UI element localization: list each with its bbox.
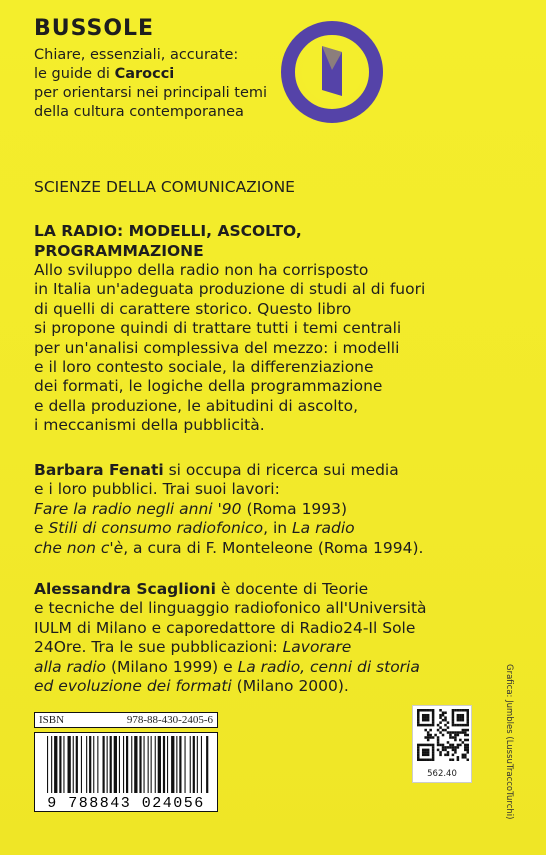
qr-module <box>452 736 455 739</box>
compass-icon <box>276 10 384 130</box>
qr-module <box>439 714 442 717</box>
barcode-bar <box>119 736 120 800</box>
qr-module <box>457 746 460 749</box>
qr-module <box>464 729 467 732</box>
qr-module <box>442 746 445 749</box>
qr-module <box>452 759 455 761</box>
qr-module <box>432 754 435 757</box>
barcode-icon <box>35 733 217 811</box>
barcode-bar <box>76 736 78 800</box>
qr-module <box>467 729 469 732</box>
qr-module <box>439 716 442 719</box>
author-name: Alessandra Scaglioni <box>34 580 216 598</box>
qr-module <box>442 729 445 732</box>
qr-module <box>424 714 427 717</box>
qr-module <box>427 754 430 757</box>
qr-module <box>437 744 440 747</box>
barcode-bar <box>197 736 198 800</box>
qr-module <box>429 744 432 747</box>
barcode-digits: 9 788843 024056 <box>47 795 205 811</box>
barcode-bars <box>34 732 218 812</box>
book-description: Allo sviluppo della radio non ha corrisposto in Italia un'adeguata produzione di studi al di fuori di quelli di carattere storico. Questo libro si propone quindi di trattare tutti i temi centrali per un'analisi complessiva del mezzo: i modelli e il loro contesto sociale, la differenziazione dei formati, le logiche della programmazione e della produzione, le abitudini di ascolto, i meccanismi della pubblicità. <box>34 261 426 435</box>
qr-module <box>444 724 447 727</box>
qr-module <box>467 716 469 719</box>
qr-module <box>432 719 435 722</box>
design-credit: Grafica: Jumbles (LussuTraccoTurchi) <box>504 664 514 820</box>
qr-module <box>459 719 462 722</box>
isbn-barcode <box>34 712 218 812</box>
qr-module <box>457 719 460 722</box>
qr-module <box>442 711 445 714</box>
qr-module <box>439 744 442 747</box>
qr-module <box>417 759 420 761</box>
qr-module <box>417 746 420 749</box>
qr-module <box>454 739 457 742</box>
barcode-bar <box>103 736 105 800</box>
qr-module <box>432 724 435 727</box>
qr-module <box>427 736 430 739</box>
qr-module <box>452 746 455 749</box>
qr-module <box>432 756 435 759</box>
qr-module <box>452 721 455 724</box>
qr-module <box>429 709 432 712</box>
qr-module <box>422 724 425 727</box>
qr-module <box>437 736 440 739</box>
qr-module <box>419 744 422 747</box>
barcode-bar <box>73 736 74 800</box>
qr-module <box>464 749 467 752</box>
qr-module <box>419 759 422 761</box>
qr-module <box>459 716 462 719</box>
qr-module <box>452 749 455 752</box>
barcode-bar <box>107 736 108 800</box>
qr-module <box>442 744 445 747</box>
qr-module <box>444 719 447 722</box>
barcode-bar <box>144 736 145 800</box>
qr-module <box>417 724 420 727</box>
qr-module <box>422 751 425 754</box>
qr-module <box>452 744 455 747</box>
qr-module <box>467 751 469 754</box>
barcode-bar <box>89 736 91 800</box>
qr-module <box>427 749 430 752</box>
qr-module <box>422 744 425 747</box>
barcode-bar <box>123 736 124 800</box>
qr-module <box>447 746 450 749</box>
barcode-bar <box>148 736 149 800</box>
qr-module <box>447 721 450 724</box>
qr-module <box>422 749 425 752</box>
qr-module <box>424 754 427 757</box>
qr-module <box>437 724 440 727</box>
qr-module <box>424 729 427 732</box>
qr-module <box>464 746 467 749</box>
qr-module <box>452 711 455 714</box>
qr-module <box>444 711 447 714</box>
barcode-bar <box>151 736 152 800</box>
barcode-bar <box>54 736 57 800</box>
barcode-bar <box>114 736 117 800</box>
qr-module <box>439 709 442 712</box>
barcode-bar <box>139 736 141 800</box>
qr-module <box>459 714 462 717</box>
qr-module <box>417 721 420 724</box>
qr-module <box>417 744 420 747</box>
qr-module <box>427 724 430 727</box>
qr-module <box>432 751 435 754</box>
qr-module <box>462 714 465 717</box>
qr-module <box>422 716 425 719</box>
qr-module <box>439 731 442 734</box>
barcode-bar <box>134 736 137 800</box>
qr-module <box>444 749 447 752</box>
qr-module <box>417 714 420 717</box>
series-tagline <box>34 46 294 122</box>
barcode-bar <box>110 736 112 800</box>
qr-module <box>467 744 469 747</box>
qr-module <box>429 736 432 739</box>
qr-module <box>429 759 432 761</box>
qr-price-code: 562.40 <box>427 769 457 779</box>
series-title: BUSSOLE <box>34 16 155 41</box>
qr-module <box>449 746 452 749</box>
qr-module <box>462 716 465 719</box>
qr-module <box>467 724 469 727</box>
qr-module <box>449 759 452 761</box>
qr-module <box>464 756 467 759</box>
tagline-line-4: della cultura contemporanea <box>34 104 244 120</box>
tagline-line-3: per orientarsi nei principali temi <box>34 85 268 101</box>
qr-module <box>424 716 427 719</box>
barcode-bar <box>171 736 174 800</box>
qr-module <box>464 734 467 737</box>
qr-module <box>452 716 455 719</box>
qr-module <box>447 741 450 744</box>
qr-module <box>447 751 450 754</box>
barcode-bar <box>63 736 64 800</box>
qr-module <box>464 724 467 727</box>
qr-module <box>464 709 467 712</box>
qr-module <box>427 719 430 722</box>
qr-module <box>439 754 442 757</box>
qr-module <box>432 746 435 749</box>
qr-module <box>417 749 420 752</box>
qr-module <box>432 721 435 724</box>
qr-module <box>457 756 460 759</box>
qr-module <box>444 754 447 757</box>
qr-module <box>427 714 430 717</box>
qr-module <box>457 759 460 761</box>
qr-module <box>459 744 462 747</box>
qr-module <box>417 719 420 722</box>
qr-module <box>467 714 469 717</box>
qr-module <box>452 724 455 727</box>
qr-module <box>442 749 445 752</box>
qr-module <box>417 711 420 714</box>
isbn-label: ISBN 978-88-430-2405-6 <box>34 712 218 728</box>
qr-module <box>452 754 455 757</box>
qr-module <box>422 714 425 717</box>
barcode-bar <box>93 736 94 800</box>
qr-module <box>462 731 465 734</box>
qr-module <box>452 719 455 722</box>
qr-module <box>447 754 450 757</box>
qr-module <box>464 744 467 747</box>
qr-module <box>462 719 465 722</box>
book-title: LA RADIO: MODELLI, ASCOLTO, PROGRAMMAZIONE <box>34 222 302 260</box>
barcode-bar <box>126 736 128 800</box>
author-name: Barbara Fenati <box>34 461 164 479</box>
qr-module <box>439 751 442 754</box>
qr-module <box>419 709 422 712</box>
qr-module <box>419 724 422 727</box>
qr-module <box>439 726 442 729</box>
qr-module <box>467 711 469 714</box>
qr-module <box>464 731 467 734</box>
qr-module <box>417 754 420 757</box>
qr-module <box>417 751 420 754</box>
qr-module <box>424 759 427 761</box>
qr-code-icon <box>417 709 469 761</box>
qr-module <box>442 734 445 737</box>
barcode-bar <box>51 736 52 800</box>
qr-module <box>467 721 469 724</box>
qr-module <box>449 734 452 737</box>
qr-module <box>432 714 435 717</box>
qr-module <box>417 709 420 712</box>
qr-module <box>432 744 435 747</box>
isbn-number: 978-88-430-2405-6 <box>126 714 213 726</box>
qr-module <box>432 736 435 739</box>
qr-module <box>464 754 467 757</box>
qr-module <box>457 714 460 717</box>
qr-module <box>449 736 452 739</box>
qr-module <box>462 754 465 757</box>
qr-module <box>429 724 432 727</box>
barcode-bar <box>163 736 165 800</box>
barcode-bar <box>81 736 82 800</box>
qr-module <box>437 749 440 752</box>
qr-module <box>444 746 447 749</box>
barcode-bar <box>206 736 208 800</box>
qr-module <box>454 736 457 739</box>
barcode-bar <box>131 736 132 800</box>
qr-module <box>427 731 430 734</box>
qr-module <box>424 749 427 752</box>
barcode-bar <box>179 736 181 800</box>
qr-module <box>439 721 442 724</box>
qr-module <box>442 719 445 722</box>
qr-module <box>424 709 427 712</box>
qr-module <box>424 719 427 722</box>
barcode-bar <box>185 736 186 800</box>
qr-module <box>462 756 465 759</box>
qr-module <box>447 731 450 734</box>
qr-module <box>432 759 435 761</box>
qr-module <box>457 724 460 727</box>
qr-module <box>457 744 460 747</box>
qr-module <box>457 716 460 719</box>
qr-module <box>459 731 462 734</box>
qr-module <box>467 739 469 742</box>
barcode-bar <box>155 736 156 800</box>
qr-module <box>432 716 435 719</box>
qr-module <box>459 709 462 712</box>
qr-module <box>457 709 460 712</box>
qr-module <box>449 731 452 734</box>
qr-module <box>452 731 455 734</box>
author-bio-scaglioni: Alessandra Scaglioni è docente di Teorie e tecniche del linguaggio radiofonico all'Università IULM di Milano e caporedattore di Radio24-Il Sole 24Ore. Tra le sue pubblicazioni: Lavorare alla radio (Milano 1999) e La radio, cenni di storia ed evoluzione dei formati (Milano 2000). <box>34 580 427 696</box>
barcode-bar <box>68 736 71 800</box>
qr-module <box>454 731 457 734</box>
qr-module <box>424 744 427 747</box>
qr-module <box>427 709 430 712</box>
qr-module <box>449 744 452 747</box>
qr-module <box>422 709 425 712</box>
qr-module <box>437 741 440 744</box>
qr-module <box>464 739 467 742</box>
qr-module <box>454 724 457 727</box>
barcode-bar <box>47 736 48 800</box>
qr-module <box>422 754 425 757</box>
qr-module <box>424 751 427 754</box>
author-bio-fenati: Barbara Fenati si occupa di ricerca sui media e i loro pubblici. Trai suoi lavori: Fare la radio negli anni '90 (Roma 1993) e Stili di consumo radiofonico, in La radio che non c'è, a cura di F. Monteleone (Roma 1994). <box>34 461 424 557</box>
qr-module <box>452 714 455 717</box>
qr-module <box>457 734 460 737</box>
qr-module <box>454 734 457 737</box>
qr-module <box>432 709 435 712</box>
qr-code-block <box>412 705 472 783</box>
qr-module <box>427 751 430 754</box>
qr-module <box>437 729 440 732</box>
qr-module <box>434 734 437 737</box>
publisher-name: Carocci <box>114 66 175 82</box>
qr-module <box>429 734 432 737</box>
qr-module <box>444 729 447 732</box>
qr-module <box>454 746 457 749</box>
barcode-bar <box>193 736 195 800</box>
qr-module <box>427 744 430 747</box>
qr-module <box>422 719 425 722</box>
qr-module <box>447 726 450 729</box>
qr-module <box>457 731 460 734</box>
qr-module <box>424 736 427 739</box>
qr-module <box>467 749 469 752</box>
qr-module <box>427 716 430 719</box>
barcode-bar <box>97 736 98 800</box>
qr-module <box>467 719 469 722</box>
qr-module <box>444 716 447 719</box>
qr-module <box>437 739 440 742</box>
barcode-bar <box>86 736 87 800</box>
barcode-bar <box>59 736 61 800</box>
barcode-bar <box>176 736 177 800</box>
qr-module <box>417 716 420 719</box>
qr-module <box>467 746 469 749</box>
qr-module <box>417 756 420 759</box>
qr-module <box>427 734 430 737</box>
barcode-bar <box>167 736 168 800</box>
qr-module <box>459 724 462 727</box>
qr-module <box>427 739 430 742</box>
barcode-bar <box>158 736 161 800</box>
barcode-bar <box>190 736 191 800</box>
qr-module <box>467 759 469 761</box>
qr-module <box>467 709 469 712</box>
qr-module <box>429 729 432 732</box>
tagline-line-2: le guide di Carocci <box>34 66 175 82</box>
qr-module <box>462 724 465 727</box>
qr-module <box>459 739 462 742</box>
qr-module <box>462 729 465 732</box>
qr-module <box>424 724 427 727</box>
qr-module <box>462 709 465 712</box>
qr-module <box>462 741 465 744</box>
qr-module <box>442 714 445 717</box>
qr-module <box>432 749 435 752</box>
qr-module <box>427 759 430 761</box>
barcode-bar <box>201 736 202 800</box>
qr-module <box>454 749 457 752</box>
tagline-line-1: Chiare, essenziali, accurate: <box>34 47 239 63</box>
qr-module <box>454 751 457 754</box>
qr-module <box>467 734 469 737</box>
qr-module <box>454 709 457 712</box>
subject-category: SCIENZE DELLA COMUNICAZIONE <box>34 178 295 196</box>
qr-module <box>422 759 425 761</box>
qr-module <box>452 709 455 712</box>
qr-module <box>432 711 435 714</box>
